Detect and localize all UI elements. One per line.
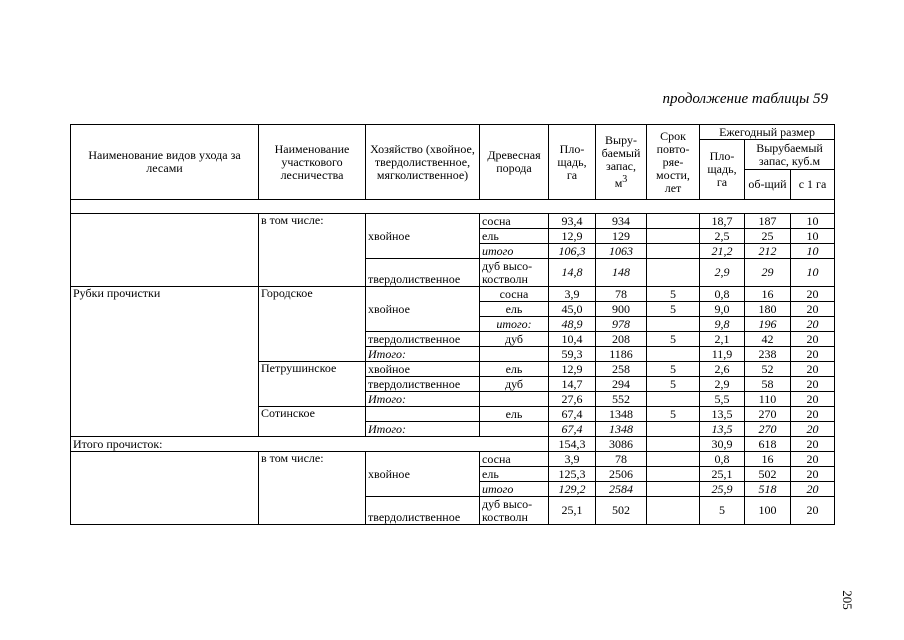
- cell-care-type: [71, 452, 259, 525]
- cell-stock: 148: [596, 259, 647, 287]
- cell-annual-per-ha: 20: [791, 302, 835, 317]
- cell-species: дуб: [480, 332, 549, 347]
- cell-species: сосна: [480, 287, 549, 302]
- cell-annual-total: 518: [745, 482, 791, 497]
- header-annual-size: Ежегодный размер: [700, 125, 835, 140]
- cell-species: итого: [480, 482, 549, 497]
- header-stock: Выру-баемый запас, $м^3$: [596, 125, 647, 200]
- cell-economy: твердолиственное: [366, 497, 480, 525]
- cell-species: ель: [480, 407, 549, 422]
- cell-stock: 258: [596, 362, 647, 377]
- cell-annual-total: 52: [745, 362, 791, 377]
- cell-total-label: Итого прочисток:: [71, 437, 549, 452]
- cell-stock: 1186: [596, 347, 647, 362]
- cell-area: 3,9: [549, 287, 596, 302]
- header-care-type: Наименование видов ухода за лесами: [71, 125, 259, 200]
- header-annual-per-ha: с 1 га: [791, 170, 835, 200]
- cell-species: ель: [480, 362, 549, 377]
- cell-period: [647, 259, 700, 287]
- cell-species: сосна: [480, 214, 549, 229]
- cell-annual-per-ha: 20: [791, 497, 835, 525]
- cell-annual-area: 2,5: [700, 229, 745, 244]
- cell-species: дуб: [480, 377, 549, 392]
- cell-annual-area: 5,5: [700, 392, 745, 407]
- cell-economy: твердолиственное: [366, 377, 480, 392]
- cell-stock: 900: [596, 302, 647, 317]
- cell-species: [480, 392, 549, 407]
- cell-annual-per-ha: 10: [791, 244, 835, 259]
- forest-care-table: [70, 124, 835, 525]
- cell-annual-area: 0,8: [700, 452, 745, 467]
- cell-annual-total: 58: [745, 377, 791, 392]
- cell-economy: хвойное: [366, 452, 480, 497]
- cell-annual-total: 618: [745, 437, 791, 452]
- cell-forestry: Петрушинское: [259, 362, 366, 407]
- cell-stock: 2584: [596, 482, 647, 497]
- cell-annual-area: 0,8: [700, 287, 745, 302]
- cell-annual-area: 2,6: [700, 362, 745, 377]
- cell-stock: 552: [596, 392, 647, 407]
- header-annual-total: об-щий: [745, 170, 791, 200]
- cell-annual-per-ha: 20: [791, 332, 835, 347]
- cell-period: [647, 244, 700, 259]
- table-row: [71, 287, 835, 302]
- spacer-row: [71, 200, 835, 214]
- header-annual-stock: Вырубаемый запас, куб.м: [745, 140, 835, 170]
- cell-annual-area: 13,5: [700, 407, 745, 422]
- cell-annual-area: 25,1: [700, 467, 745, 482]
- cell-annual-total: 196: [745, 317, 791, 332]
- cell-stock: 1348: [596, 422, 647, 437]
- page-number: 205: [839, 590, 855, 610]
- cell-area: 25,1: [549, 497, 596, 525]
- cell-forestry: в том числе:: [259, 214, 366, 287]
- cell-annual-total: 110: [745, 392, 791, 407]
- cell-species: ель: [480, 302, 549, 317]
- cell-annual-total: 42: [745, 332, 791, 347]
- cell-annual-total: 29: [745, 259, 791, 287]
- cell-stock: 978: [596, 317, 647, 332]
- cell-annual-total: 238: [745, 347, 791, 362]
- header-economy: Хозяйство (хвойное, твердолиственное, мягколиственное): [366, 125, 480, 200]
- cell-annual-area: 2,9: [700, 377, 745, 392]
- cell-annual-area: 2,9: [700, 259, 745, 287]
- cell-annual-per-ha: 20: [791, 467, 835, 482]
- cell-forestry: в том числе:: [259, 452, 366, 525]
- cell-area: 12,9: [549, 362, 596, 377]
- cell-annual-area: 11,9: [700, 347, 745, 362]
- cell-annual-total: 16: [745, 452, 791, 467]
- cell-annual-per-ha: 20: [791, 422, 835, 437]
- cell-annual-per-ha: 10: [791, 214, 835, 229]
- cell-period: 5: [647, 407, 700, 422]
- cell-stock: 78: [596, 287, 647, 302]
- cell-period: [647, 422, 700, 437]
- cell-period: [647, 317, 700, 332]
- header-repeat-period: Срок повто-ряе-мости, лет: [647, 125, 700, 200]
- cell-annual-total: 212: [745, 244, 791, 259]
- cell-economy: Итого:: [366, 347, 480, 362]
- cell-period: [647, 229, 700, 244]
- cell-period: 5: [647, 302, 700, 317]
- cell-annual-per-ha: 20: [791, 407, 835, 422]
- cell-area: 106,3: [549, 244, 596, 259]
- cell-economy: хвойное: [366, 362, 480, 377]
- cell-species: сосна: [480, 452, 549, 467]
- cell-area: 45,0: [549, 302, 596, 317]
- cell-period: 5: [647, 377, 700, 392]
- cell-annual-area: 13,5: [700, 422, 745, 437]
- cell-species: итого: [480, 244, 549, 259]
- cell-period: 5: [647, 332, 700, 347]
- cell-forestry: Сотинское: [259, 407, 366, 437]
- cell-annual-total: 270: [745, 407, 791, 422]
- cell-area: 3,9: [549, 452, 596, 467]
- cell-annual-area: 2,1: [700, 332, 745, 347]
- cell-annual-per-ha: 20: [791, 452, 835, 467]
- cell-area: 10,4: [549, 332, 596, 347]
- cell-annual-per-ha: 20: [791, 287, 835, 302]
- header-forestry: Наименование участкового лесничества: [259, 125, 366, 200]
- cell-annual-total: 187: [745, 214, 791, 229]
- cell-care-type: Рубки прочистки: [71, 287, 259, 437]
- cell-annual-per-ha: 20: [791, 482, 835, 497]
- cell-stock: 294: [596, 377, 647, 392]
- cell-annual-per-ha: 20: [791, 347, 835, 362]
- cell-annual-total: 16: [745, 287, 791, 302]
- cell-annual-area: 25,9: [700, 482, 745, 497]
- table-caption: продолжение таблицы 59: [662, 91, 828, 107]
- cell-annual-total: 502: [745, 467, 791, 482]
- cell-period: [647, 437, 700, 452]
- cell-period: [647, 482, 700, 497]
- cell-economy: хвойное: [366, 287, 480, 332]
- table-row: [71, 214, 835, 229]
- cell-annual-per-ha: 20: [791, 362, 835, 377]
- cell-period: [647, 452, 700, 467]
- cell-species: ель: [480, 467, 549, 482]
- cell-period: [647, 467, 700, 482]
- cell-area: 93,4: [549, 214, 596, 229]
- cell-species: дуб высо-костволн: [480, 497, 549, 525]
- cell-area: 48,9: [549, 317, 596, 332]
- cell-period: [647, 497, 700, 525]
- cell-stock: 502: [596, 497, 647, 525]
- cell-economy: [366, 407, 480, 422]
- table-row-total: [71, 437, 835, 452]
- cell-economy: Итого:: [366, 422, 480, 437]
- cell-species: итого:: [480, 317, 549, 332]
- cell-care-type: [71, 214, 259, 287]
- cell-forestry: Городское: [259, 287, 366, 362]
- cell-area: 59,3: [549, 347, 596, 362]
- cell-annual-area: 9,8: [700, 317, 745, 332]
- cell-area: 67,4: [549, 407, 596, 422]
- cell-stock: 129: [596, 229, 647, 244]
- cell-period: 5: [647, 362, 700, 377]
- cell-annual-per-ha: 10: [791, 229, 835, 244]
- cell-period: [647, 214, 700, 229]
- cell-economy: хвойное: [366, 214, 480, 259]
- cell-species: [480, 347, 549, 362]
- cell-economy: твердолиственное: [366, 259, 480, 287]
- cell-stock: 1063: [596, 244, 647, 259]
- cell-area: 14,7: [549, 377, 596, 392]
- cell-stock: 1348: [596, 407, 647, 422]
- cell-area: 27,6: [549, 392, 596, 407]
- cell-annual-per-ha: 20: [791, 437, 835, 452]
- cell-annual-total: 180: [745, 302, 791, 317]
- cell-annual-area: 5: [700, 497, 745, 525]
- cell-area: 129,2: [549, 482, 596, 497]
- cell-annual-area: 18,7: [700, 214, 745, 229]
- cell-annual-area: 9,0: [700, 302, 745, 317]
- cell-stock: 934: [596, 214, 647, 229]
- cell-annual-per-ha: 10: [791, 259, 835, 287]
- header-area: Пло-щадь, га: [549, 125, 596, 200]
- cell-area: 67,4: [549, 422, 596, 437]
- cell-economy: твердолиственное: [366, 332, 480, 347]
- cell-area: 12,9: [549, 229, 596, 244]
- cell-economy: Итого:: [366, 392, 480, 407]
- cell-area: 154,3: [549, 437, 596, 452]
- cell-area: 14,8: [549, 259, 596, 287]
- cell-area: 125,3: [549, 467, 596, 482]
- cell-annual-per-ha: 20: [791, 317, 835, 332]
- cell-annual-total: 100: [745, 497, 791, 525]
- cell-stock: 208: [596, 332, 647, 347]
- cell-annual-total: 25: [745, 229, 791, 244]
- table-row: [71, 452, 835, 467]
- cell-annual-per-ha: 20: [791, 377, 835, 392]
- cell-annual-area: 30,9: [700, 437, 745, 452]
- cell-species: дуб высо-костволн: [480, 259, 549, 287]
- cell-annual-area: 21,2: [700, 244, 745, 259]
- cell-period: [647, 347, 700, 362]
- cell-stock: 78: [596, 452, 647, 467]
- cell-species: [480, 422, 549, 437]
- cell-annual-total: 270: [745, 422, 791, 437]
- cell-stock: 2506: [596, 467, 647, 482]
- cell-period: [647, 392, 700, 407]
- cell-annual-per-ha: 20: [791, 392, 835, 407]
- cell-period: 5: [647, 287, 700, 302]
- cell-stock: 3086: [596, 437, 647, 452]
- cell-species: ель: [480, 229, 549, 244]
- header-species: Древесная порода: [480, 125, 549, 200]
- header-annual-area: Пло-щадь, га: [700, 140, 745, 200]
